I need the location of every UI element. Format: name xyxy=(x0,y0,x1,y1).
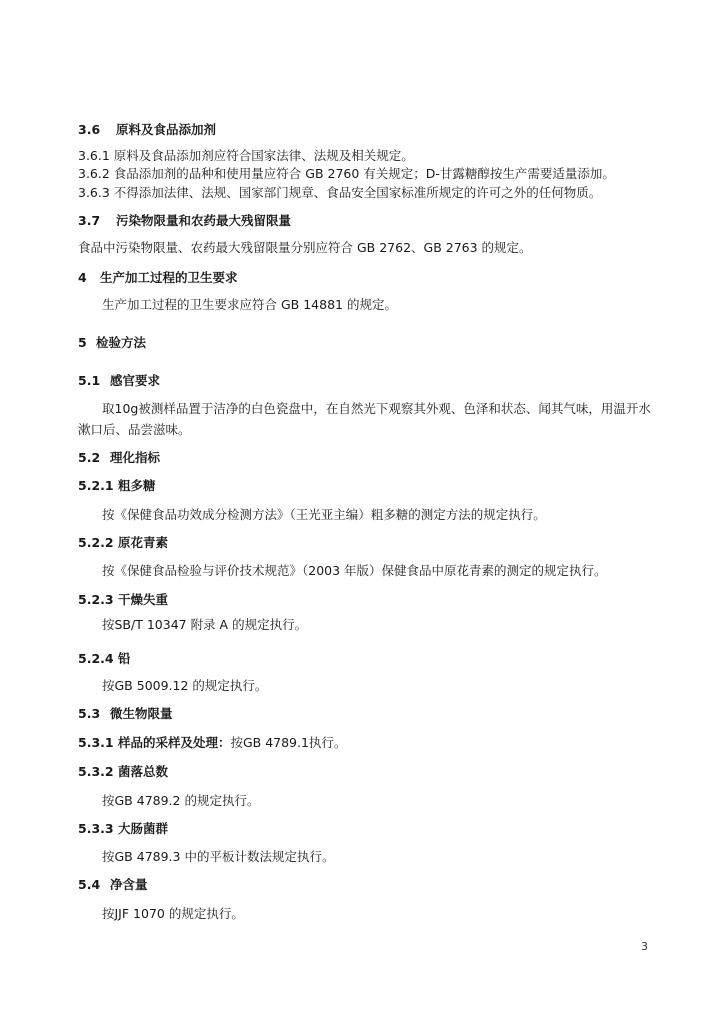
section-5-3-heading xyxy=(78,706,173,722)
clause-3-6-1: 3.6.1 原料及食品添加剂应符合国家法律、法规及相关规定。 xyxy=(78,148,414,163)
section-title: 污染物限量和农药最大残留限量 xyxy=(116,213,292,228)
section-5-1-heading xyxy=(78,373,160,389)
clause-5-2-3-heading: 5.2.3 干燥失重 xyxy=(78,592,168,607)
clause-5-2-1-body: 按《保健食品功效成分检测方法》（王光亚主编）粗多糖的测定方法的规定执行。 xyxy=(102,507,546,522)
section-number: 5.4 xyxy=(78,877,101,892)
clause-5-2-1-heading: 5.2.1 粗多糖 xyxy=(78,478,156,493)
section-number: 5 xyxy=(78,335,87,350)
clause-3-6-3: 3.6.3 不得添加法律、法规、国家部门规章、食品安全国家标准所规定的许可之外的任何物质。 xyxy=(78,185,602,200)
section-title: 感官要求 xyxy=(110,373,161,388)
section-5-1-body-line1: 取10g被测样品置于洁净的白色瓷盘中，在自然光下观察其外观、色泽和状态、闻其气味，用温开水 xyxy=(102,401,651,416)
section-number: 5.3 xyxy=(78,706,101,721)
clause-5-3-2-body: 按GB 4789.2 的规定执行。 xyxy=(102,793,260,808)
section-number: 3.7 xyxy=(78,213,101,228)
section-number: 4 xyxy=(78,270,87,285)
clause-5-2-4-heading: 5.2.4 铅 xyxy=(78,651,131,666)
section-3-6-heading xyxy=(78,122,216,138)
section-4-heading xyxy=(78,270,238,286)
clause-5-2-2-heading: 5.2.2 原花青素 xyxy=(78,535,168,550)
section-title: 微生物限量 xyxy=(110,706,173,721)
clause-5-2-2-body: 按《保健食品检验与评价技术规范》（2003 年版）保健食品中原花青素的测定的规定执行。 xyxy=(102,563,607,578)
section-title: 检验方法 xyxy=(96,335,147,350)
clause-5-3-3-heading: 5.3.3 大肠菌群 xyxy=(78,821,168,836)
section-5-2-heading xyxy=(78,450,160,466)
clause-5-2-4-body: 按GB 5009.12 的规定执行。 xyxy=(102,678,268,693)
section-3-7-heading xyxy=(78,213,291,229)
clause-5-2-3-body: 按SB/T 10347 附录 A 的规定执行。 xyxy=(102,617,308,632)
section-5-4-heading xyxy=(78,877,148,893)
clause-heading: 5.3.1 样品的采样及处理： xyxy=(78,735,231,750)
section-5-4-body: 按JJF 1070 的规定执行。 xyxy=(102,906,244,921)
clause-body: 按GB 4789.1执行。 xyxy=(230,735,347,750)
section-3-7-body: 食品中污染物限量、农药最大残留限量分别应符合 GB 2762、GB 2763 的规定。 xyxy=(78,240,532,255)
clause-5-3-2-heading: 5.3.2 菌落总数 xyxy=(78,764,168,779)
clause-3-6-2: 3.6.2 食品添加剂的品种和使用量应符合 GB 2760 有关规定；D-甘露糖醇按生产需要适量添加。 xyxy=(78,166,615,181)
section-title: 原料及食品添加剂 xyxy=(116,122,217,137)
section-number: 5.1 xyxy=(78,373,101,388)
section-4-body: 生产加工过程的卫生要求应符合 GB 14881 的规定。 xyxy=(102,297,397,312)
clause-5-3-3-body: 按GB 4789.3 中的平板计数法规定执行。 xyxy=(102,849,335,864)
section-number: 5.2 xyxy=(78,450,101,465)
clause-5-3-1 xyxy=(78,735,346,751)
section-title: 生产加工过程的卫生要求 xyxy=(100,270,238,285)
section-number: 3.6 xyxy=(78,122,101,137)
section-title: 净含量 xyxy=(110,877,148,892)
section-title: 理化指标 xyxy=(110,450,161,465)
section-5-heading xyxy=(78,335,146,351)
section-5-1-body-line2: 漱口后、品尝滋味。 xyxy=(78,422,191,437)
page-number: 3 xyxy=(641,940,648,953)
